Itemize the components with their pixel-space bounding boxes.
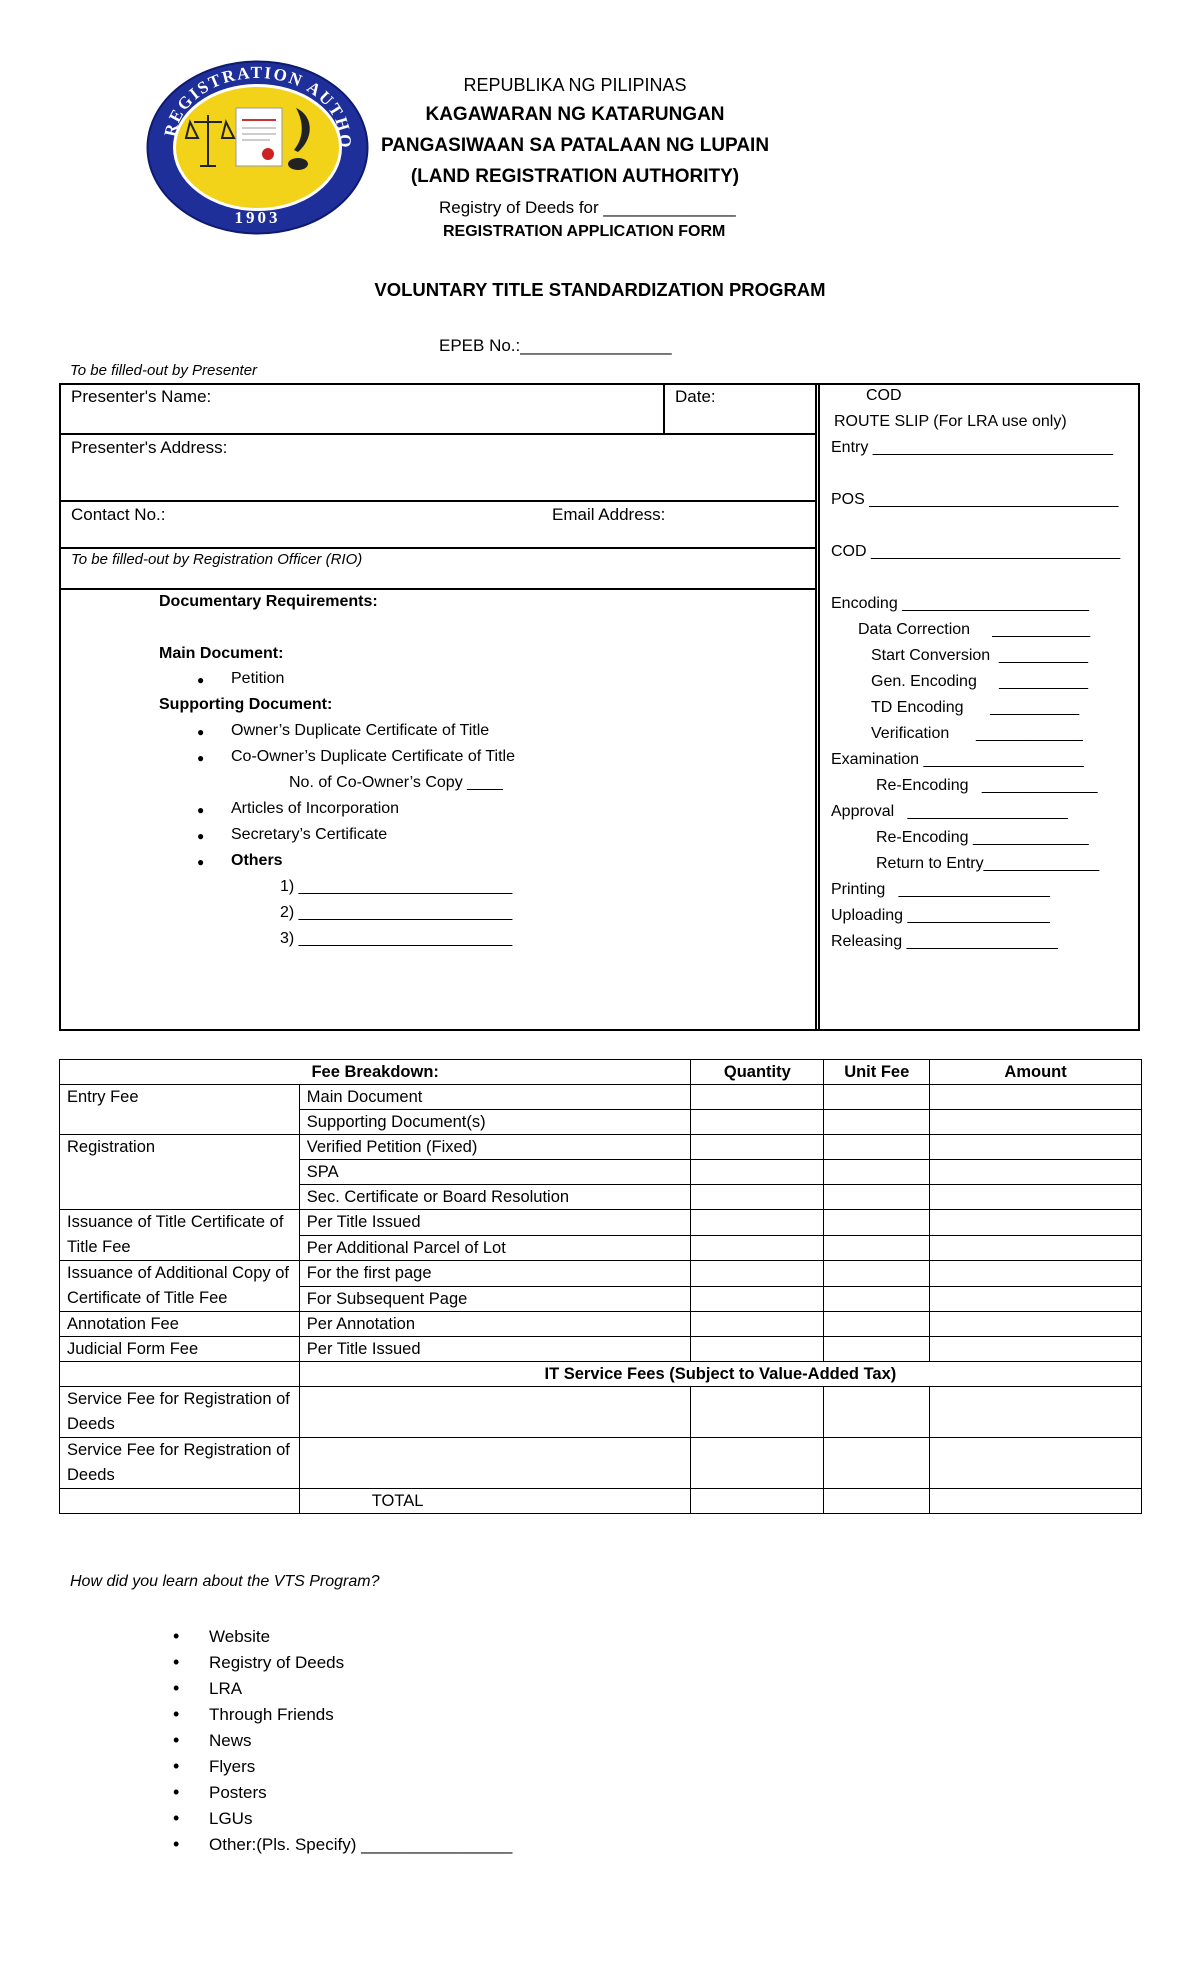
route-slip-cod-header: COD: [866, 387, 902, 404]
amount-cell[interactable]: [930, 1387, 1142, 1438]
total-row: [60, 1489, 1142, 1514]
amount-cell[interactable]: [930, 1286, 1142, 1312]
supporting-document-title: Supporting Document:: [159, 696, 333, 713]
survey-option-posters[interactable]: • Posters: [209, 1783, 267, 1803]
entry-fee-label: Entry Fee: [60, 1085, 300, 1135]
main-document-label: Main Document: [299, 1085, 691, 1110]
registry-of-deeds-field[interactable]: Registry of Deeds for ______________: [439, 198, 736, 217]
rio-note: To be filled-out by Registration Officer (RIO): [71, 551, 363, 568]
quantity-cell[interactable]: [691, 1085, 824, 1110]
route-entry-field[interactable]: Entry ___________________________: [831, 439, 1114, 456]
route-td-encoding-field[interactable]: TD Encoding __________: [871, 699, 1080, 716]
unit-fee-cell[interactable]: [824, 1210, 930, 1236]
presenter-address-field[interactable]: Presenter's Address:: [71, 438, 228, 457]
others-line-2[interactable]: 2) ________________________: [280, 904, 513, 921]
route-approval-field[interactable]: Approval __________________: [831, 803, 1068, 820]
survey-option-other[interactable]: • Other:(Pls. Specify) ________________: [209, 1835, 512, 1855]
lra-logo: [146, 60, 369, 235]
amount-cell[interactable]: [930, 1085, 1142, 1110]
table-row: [60, 1337, 1142, 1362]
empty-cell: [60, 1489, 300, 1514]
requirements-title: Documentary Requirements:: [159, 593, 378, 610]
quantity-cell[interactable]: [691, 1135, 824, 1160]
fee-header-row: [60, 1060, 1142, 1085]
table-row: [60, 1312, 1142, 1337]
amount-cell[interactable]: [930, 1312, 1142, 1337]
registration-label: Registration: [60, 1135, 300, 1210]
date-field[interactable]: Date:: [675, 387, 716, 406]
per-annotation-label: Per Annotation: [299, 1312, 691, 1337]
survey-question: How did you learn about the VTS Program?: [70, 1573, 380, 1590]
others-line-3[interactable]: 3) ________________________: [280, 930, 513, 947]
quantity-cell[interactable]: [691, 1387, 824, 1438]
total-label: TOTAL: [299, 1489, 691, 1514]
table-row: [60, 1438, 1142, 1489]
first-page-label: For the first page: [299, 1261, 691, 1287]
quantity-cell[interactable]: [691, 1286, 824, 1312]
table-row: [60, 1261, 1142, 1287]
amount-header: Amount: [930, 1060, 1142, 1085]
quantity-cell[interactable]: [691, 1210, 824, 1236]
per-title-issued-2-label: Per Title Issued: [299, 1337, 691, 1362]
description-cell[interactable]: [299, 1387, 691, 1438]
subsequent-page-label: For Subsequent Page: [299, 1286, 691, 1312]
unit-fee-cell[interactable]: [824, 1110, 930, 1135]
amount-cell[interactable]: [930, 1261, 1142, 1287]
quantity-cell[interactable]: [691, 1185, 824, 1210]
quantity-cell[interactable]: [691, 1261, 824, 1287]
co-owner-copy-field[interactable]: No. of Co-Owner’s Copy ____: [289, 774, 503, 791]
unit-fee-cell[interactable]: [824, 1438, 930, 1489]
route-return-to-entry-field[interactable]: Return to Entry_____________: [876, 855, 1100, 872]
fee-breakdown-table: [59, 1059, 1142, 1514]
empty-cell: [60, 1362, 300, 1387]
unit-fee-cell[interactable]: [824, 1261, 930, 1287]
unit-fee-header: Unit Fee: [824, 1060, 930, 1085]
lra-seal-icon: [146, 60, 369, 235]
unit-fee-cell[interactable]: [824, 1387, 930, 1438]
survey-option-friends[interactable]: • Through Friends: [209, 1705, 334, 1725]
logo-ring-text: REGISTRATION AUTHO: [160, 63, 355, 150]
amount-cell[interactable]: [930, 1110, 1142, 1135]
total-amount-cell[interactable]: [930, 1489, 1142, 1514]
survey-option-website[interactable]: • Website: [209, 1627, 270, 1647]
service-fee-1-label: Service Fee for Registration of Deeds: [60, 1387, 300, 1438]
verified-petition-label: Verified Petition (Fixed): [299, 1135, 691, 1160]
amount-cell[interactable]: [930, 1438, 1142, 1489]
amount-cell[interactable]: [930, 1235, 1142, 1261]
quantity-cell[interactable]: [691, 1337, 824, 1362]
epeb-number-field[interactable]: EPEB No.:________________: [439, 336, 672, 355]
description-cell[interactable]: [299, 1438, 691, 1489]
quantity-cell[interactable]: [691, 1235, 824, 1261]
unit-fee-cell[interactable]: [824, 1185, 930, 1210]
route-slip-title: ROUTE SLIP (For LRA use only): [834, 413, 1067, 430]
amount-cell[interactable]: [930, 1160, 1142, 1185]
service-fee-2-label: Service Fee for Registration of Deeds: [60, 1438, 300, 1489]
checkbox-secretary-certificate[interactable]: ● Secretary’s Certificate: [231, 826, 387, 844]
amount-cell[interactable]: [930, 1337, 1142, 1362]
email-address-field[interactable]: Email Address:: [552, 505, 666, 524]
checkbox-petition[interactable]: ● Petition: [231, 670, 284, 688]
amount-cell[interactable]: [930, 1135, 1142, 1160]
table-row: [60, 1085, 1142, 1110]
checkbox-others[interactable]: ● Others: [231, 852, 283, 870]
quantity-cell[interactable]: [691, 1489, 824, 1514]
route-data-correction-field[interactable]: Data Correction ___________: [858, 621, 1091, 638]
checkbox-owners-duplicate[interactable]: ● Owner’s Duplicate Certificate of Title: [231, 722, 489, 740]
quantity-cell[interactable]: [691, 1160, 824, 1185]
unit-fee-cell[interactable]: [824, 1160, 930, 1185]
survey-option-lgus[interactable]: • LGUs: [209, 1809, 252, 1829]
survey-option-lra[interactable]: • LRA: [209, 1679, 242, 1699]
main-document-title: Main Document:: [159, 645, 284, 662]
quantity-cell[interactable]: [691, 1110, 824, 1135]
checkbox-articles-of-incorporation[interactable]: ● Articles of Incorporation: [231, 800, 399, 818]
unit-fee-cell[interactable]: [824, 1235, 930, 1261]
table-row: [60, 1135, 1142, 1160]
route-cod-field[interactable]: COD ____________________________: [831, 543, 1121, 560]
presenter-note: To be filled-out by Presenter: [70, 362, 258, 379]
route-gen-encoding-field[interactable]: Gen. Encoding __________: [871, 673, 1089, 690]
survey-option-flyers[interactable]: • Flyers: [209, 1757, 255, 1777]
amount-cell[interactable]: [930, 1210, 1142, 1236]
route-pos-field[interactable]: POS ____________________________: [831, 491, 1119, 508]
table-row: [60, 1210, 1142, 1236]
title-document-icon: [236, 108, 282, 166]
quantity-header: Quantity: [691, 1060, 824, 1085]
supporting-documents-label: Supporting Document(s): [299, 1110, 691, 1135]
sec-certificate-label: Sec. Certificate or Board Resolution: [299, 1185, 691, 1210]
issuance-copy-label: Issuance of Additional Copy of Certificate of Title Fee: [60, 1261, 300, 1312]
route-uploading-field[interactable]: Uploading ________________: [831, 907, 1050, 924]
route-start-conversion-field[interactable]: Start Conversion __________: [871, 647, 1089, 664]
unit-fee-cell[interactable]: [824, 1312, 930, 1337]
route-encoding-field[interactable]: Encoding _____________________: [831, 595, 1090, 612]
annotation-fee-label: Annotation Fee: [60, 1312, 300, 1337]
fee-breakdown-header: Fee Breakdown:: [60, 1060, 691, 1085]
route-printing-field[interactable]: Printing _________________: [831, 881, 1050, 898]
quantity-cell[interactable]: [691, 1312, 824, 1337]
amount-cell[interactable]: [930, 1185, 1142, 1210]
quantity-cell[interactable]: [691, 1438, 824, 1489]
route-re-encoding-1-field[interactable]: Re-Encoding _____________: [876, 777, 1098, 794]
per-title-issued-label: Per Title Issued: [299, 1210, 691, 1236]
program-title: VOLUNTARY TITLE STANDARDIZATION PROGRAM: [374, 279, 826, 300]
unit-fee-cell[interactable]: [824, 1337, 930, 1362]
spa-label: SPA: [299, 1160, 691, 1185]
unit-fee-cell[interactable]: [824, 1085, 930, 1110]
route-examination-field[interactable]: Examination __________________: [831, 751, 1084, 768]
header-department: KAGAWARAN NG KATARUNGAN: [425, 104, 725, 125]
unit-fee-cell[interactable]: [824, 1489, 930, 1514]
route-re-encoding-2-field[interactable]: Re-Encoding _____________: [876, 829, 1089, 846]
table-row: [60, 1387, 1142, 1438]
survey-option-news[interactable]: • News: [209, 1731, 252, 1751]
unit-fee-cell[interactable]: [824, 1135, 930, 1160]
header-agency-english: (LAND REGISTRATION AUTHORITY): [410, 166, 740, 187]
judicial-form-fee-label: Judicial Form Fee: [60, 1337, 300, 1362]
contact-number-field[interactable]: Contact No.:: [71, 505, 166, 524]
table-row: [60, 1362, 1142, 1387]
survey-option-registry[interactable]: • Registry of Deeds: [209, 1653, 344, 1673]
presenter-name-field[interactable]: Presenter's Name:: [71, 387, 212, 406]
logo-year: 1903: [234, 208, 281, 227]
route-verification-field[interactable]: Verification ____________: [871, 725, 1083, 742]
form-title: REGISTRATION APPLICATION FORM: [443, 223, 726, 240]
unit-fee-cell[interactable]: [824, 1286, 930, 1312]
per-additional-parcel-label: Per Additional Parcel of Lot: [299, 1235, 691, 1261]
header-republic: REPUBLIKA NG PILIPINAS: [463, 75, 687, 95]
issuance-title-label: Issuance of Title Certificate of Title Fee: [60, 1210, 300, 1261]
route-releasing-field[interactable]: Releasing _________________: [831, 933, 1058, 950]
others-line-1[interactable]: 1) ________________________: [280, 878, 513, 895]
header-agency: PANGASIWAAN SA PATALAAN NG LUPAIN: [380, 135, 770, 156]
checkbox-co-owners-duplicate[interactable]: ● Co-Owner’s Duplicate Certificate of Title: [231, 748, 515, 766]
it-service-header: IT Service Fees (Subject to Value-Added Tax): [299, 1362, 1141, 1387]
